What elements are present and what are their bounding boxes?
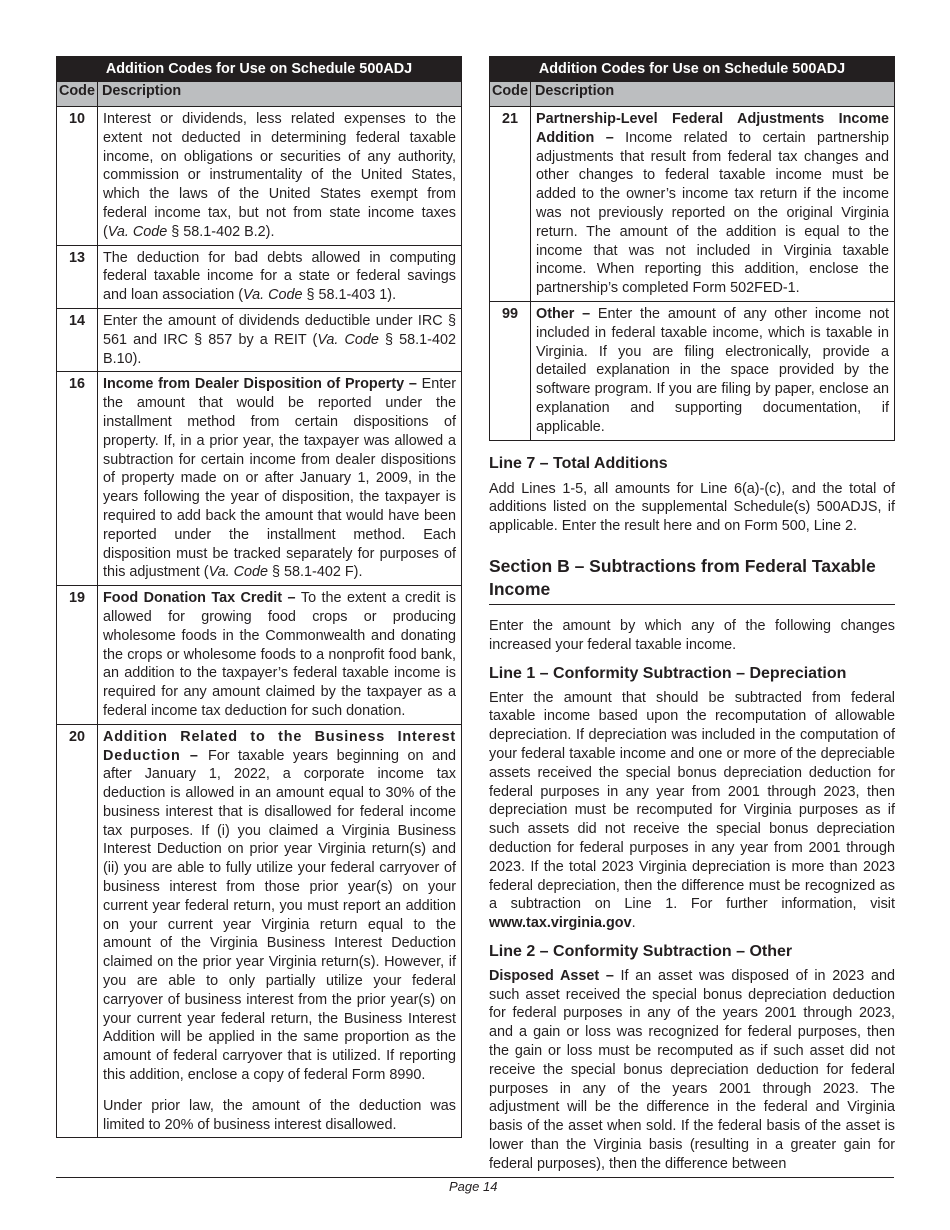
item-title: Addition Related to the Business Interest Deduction – (103, 728, 456, 764)
description-text: Income related to certain partnership adjustments that result from federal tax changes and other changes to federal taxable income must be added to the owner’s income tax return if the income was not previously reported on the original Virginia return. The amount of the addition is equal to the income that was not included in Virginia taxable income. When reporting this addition, enclose the partnership’s completed Form 502FED-1. (536, 129, 890, 297)
disposed-asset-label: Disposed Asset – (489, 967, 621, 984)
table-row (490, 107, 895, 302)
item-title: Food Donation Tax Credit – (103, 590, 301, 607)
addition-codes-table-left (56, 56, 462, 1138)
description-text: § 58.1-402 F). (268, 564, 363, 581)
column-header-description: Description (98, 82, 462, 107)
citation-text: Va. Code (317, 331, 379, 348)
description-paragraph (103, 1097, 456, 1135)
code-cell: 99 (490, 301, 531, 440)
column-header-description: Description (531, 82, 895, 107)
description-paragraph (103, 728, 456, 1085)
line1-text (489, 689, 895, 933)
line1-body: Enter the amount that should be subtracted from federal taxable income based upon the recomputation of allowable depreciation. If depreciation was included in the computation of your federal taxable income and one or more of the depreciable assets received the special bonus depreciation deduction for federal purposes in any year from 2001 through 2023, then depreciation must be recomputed for Virginia purposes as if such assets did not receive the special bonus depreciation deduction for federal purposes in any year from 2001 through 2023. If the total 2023 Virginia depreciation is more than 2023 federal depreciation, then the difference must be recognized as a subtraction on Line 1. For further information, visit (489, 689, 895, 913)
section-b-intro: Enter the amount by which any of the following changes increased your federal taxable income. (489, 617, 895, 653)
line1-heading: Line 1 – Conformity Subtraction – Depreciation (489, 664, 847, 682)
code-cell: 16 (57, 372, 98, 586)
item-title: Partnership-Level Federal Adjustments Income Addition – (536, 111, 889, 146)
description-paragraph (103, 110, 456, 242)
description-text: § 58.1-403 1). (302, 287, 397, 304)
addition-codes-table-right (489, 56, 895, 441)
description-cell (531, 107, 895, 302)
item-title: Income from Dealer Disposition of Property – (103, 376, 422, 393)
citation-text: Va. Code (107, 223, 168, 240)
table-title: Addition Codes for Use on Schedule 500ADJ (57, 57, 462, 82)
description-cell (98, 372, 462, 586)
description-paragraph (103, 375, 456, 582)
code-cell: 21 (490, 107, 531, 302)
code-cell: 19 (57, 586, 98, 725)
column-header-code: Code (490, 82, 531, 107)
left-column (56, 56, 462, 1138)
column-header-code: Code (57, 82, 98, 107)
table-row (57, 372, 462, 586)
description-text: Enter the amount that would be reported under the installment method from certain dispositions of property. If, in a prior year, the taxpayer was allowed a subtraction for certain income from dealer dispositions of property made on or after January 1, 2009, in the years following the year of disposition, the taxpayer is required to add back the amount that would have been reported under the installment method. Each disposition must be tracked separately for purposes of this adjustment ( (103, 376, 456, 581)
code-cell: 10 (57, 107, 98, 246)
description-text: § 58.1-402 B.2). (167, 223, 275, 240)
description-cell (98, 724, 462, 1138)
table-row (490, 301, 895, 440)
code-cell: 14 (57, 308, 98, 371)
description-text: To the extent a credit is allowed for growing food crops or producing wholesome foods in the Commonwealth and donating the crops or wholesome foods to a nonprofit food bank, an addition to the taxpayer’s federal taxable income is required for any amount claimed by the taxpayer as a federal income tax deduction for such donation. (103, 590, 457, 719)
description-text: Under prior law, the amount of the deduction was limited to 20% of business interest disallowed. (103, 1097, 456, 1133)
description-paragraph (103, 249, 456, 305)
description-text: The deduction for bad debts allowed in computing federal taxable income for a state or federal savings and loan association ( (103, 249, 456, 304)
item-title: Other – (536, 305, 598, 322)
table-row (57, 245, 462, 308)
description-cell (98, 107, 462, 246)
description-text: Enter the amount of any other income not included in federal taxable income, which is taxable in Virginia. If you are filing electronically, provide a detailed explanation in the space provided by the software program. If you are filing by paper, enclose an explanation and supporting documentation, if applicable. (536, 305, 889, 435)
table-title: Addition Codes for Use on Schedule 500ADJ (490, 57, 895, 82)
line2-body: If an asset was disposed of in 2023 and such asset received the special bonus depreciation deduction for federal purposes in any of the years 2001 through 2023, and a gain or loss was recognized for federal purposes, then the gain or loss must be recomputed as if such asset did not receive the special bonus depreciation deduction for federal purposes in any of the years 2001 through 2023. The adjustment will be the difference in the federal and Virginia basis of the asset when sold. If the federal basis of the asset is lower than the Virginia basis (resulting in a greater gain for federal purposes), then the difference between (489, 967, 895, 1172)
table-row (57, 724, 462, 1138)
description-text: § 58.1-402 B.10). (103, 331, 456, 367)
footer-divider (56, 1177, 894, 1178)
table-row (57, 107, 462, 246)
section-b-heading: Section B – Subtractions from Federal Taxable Income (489, 555, 895, 605)
description-text: Interest or dividends, less related expenses to the extent not deducted in determining federal taxable income, on obligations or securities of any authority, commission or instrumentality of the United States, which the laws of the United States exempt from federal income tax, but not from state income taxes ( (103, 111, 456, 240)
line7-heading: Line 7 – Total Additions (489, 454, 668, 472)
description-paragraph (536, 305, 889, 437)
description-text: For taxable years beginning on and after January 1, 2022, a corporate income tax deduction is allowed in an amount equal to 30% of the business interest that is disallowed for federal income tax purposes. If (i) you claimed a Virginia Business Interest Deduction on prior year Virginia return(s) and (ii) you are able to fully utilize your federal carryover of business interest from those prior year(s) on your current year federal return, you must report an addition on your current year Virginia return equal to the amount of the Virginia Business Interest Deduction claimed on the prior year Virginia return(s). However, if you are able to only partially utilize your federal carryover of business interest from the prior year(s) on your current year federal return, the Business Interest Addition will be applied in the same proportion as the amount of federal carryover that is utilized. If reporting this addition, enclose a copy of federal Form 8990. (103, 747, 456, 1084)
page-number: Page 14 (449, 1179, 498, 1194)
code-cell: 13 (57, 245, 98, 308)
line1-end: . (631, 915, 636, 932)
tax-website-link[interactable]: www.tax.virginia.gov (489, 915, 632, 932)
description-paragraph (536, 110, 889, 298)
description-cell (98, 245, 462, 308)
description-paragraph (103, 589, 456, 721)
description-paragraph (103, 312, 456, 368)
line7-text: Add Lines 1-5, all amounts for Line 6(a)-(c), and the total of additions listed on the supplemental Schedule(s) 500ADJS, if applicable. Enter the result here and on Form 500, Line 2. (489, 480, 895, 535)
table-row (57, 308, 462, 371)
description-cell (531, 301, 895, 440)
line2-text (489, 967, 895, 1174)
code-cell: 20 (57, 724, 98, 1138)
description-cell (98, 586, 462, 725)
description-text: Enter the amount of dividends deductible under IRC § 561 and IRC § 857 by a REIT ( (103, 312, 456, 348)
description-cell (98, 308, 462, 371)
table-row (57, 586, 462, 725)
citation-text: Va. Code (208, 564, 269, 581)
right-column (489, 56, 895, 1174)
line2-heading: Line 2 – Conformity Subtraction – Other (489, 942, 793, 960)
citation-text: Va. Code (243, 287, 303, 304)
